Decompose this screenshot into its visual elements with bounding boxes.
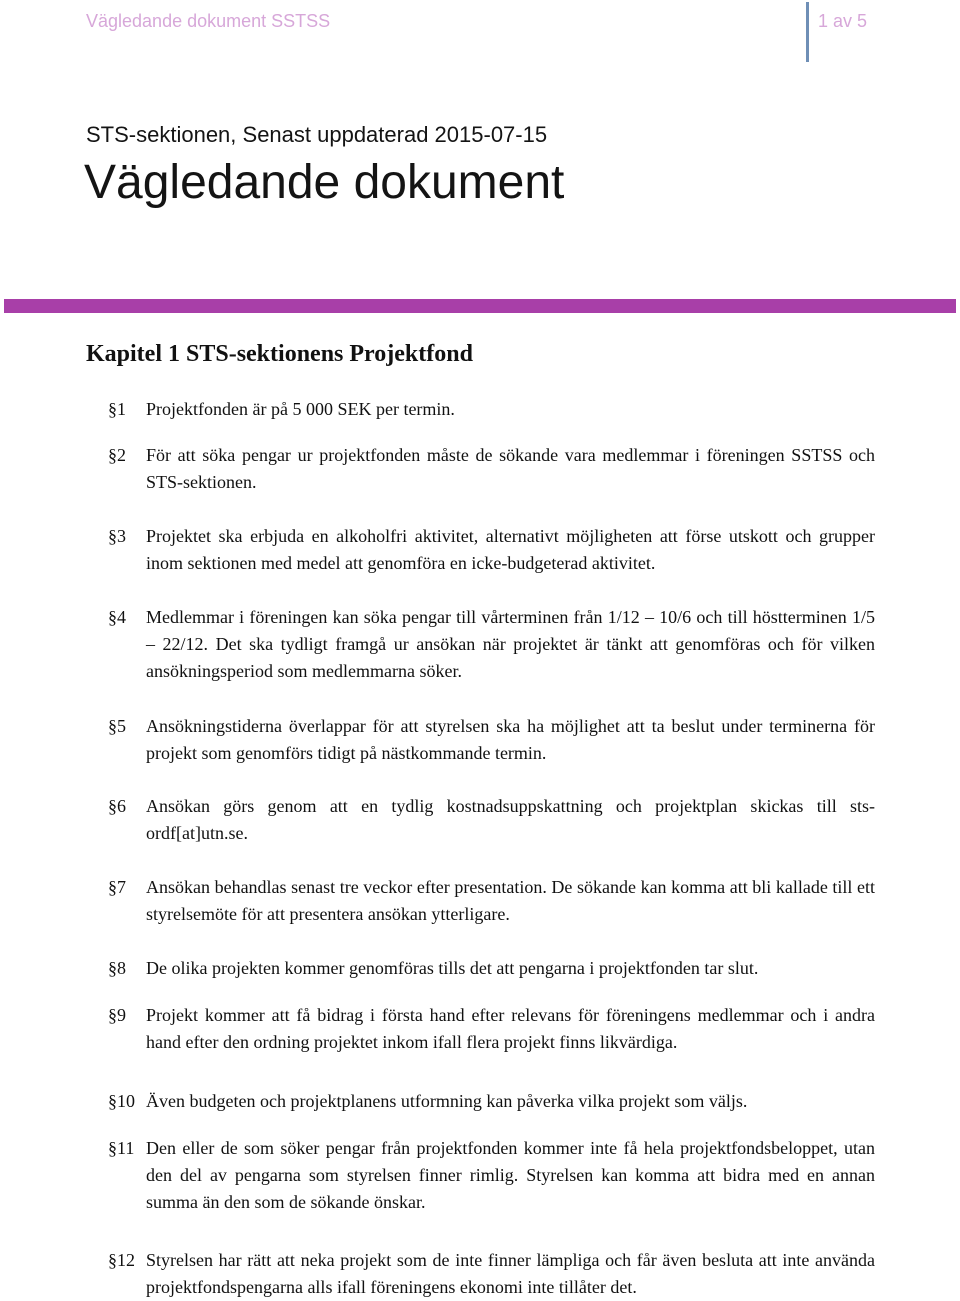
header-divider bbox=[806, 2, 809, 62]
section-number: §5 bbox=[108, 716, 126, 736]
section-10 bbox=[108, 1088, 875, 1115]
section-number: §7 bbox=[108, 877, 126, 897]
section-text: Ansökningstiderna överlappar för att styrelsen ska ha möjlighet att ta beslut under terminerna för projekt som genomförs tidigt på nästkommande termin. bbox=[146, 716, 875, 763]
section-5 bbox=[108, 713, 875, 767]
section-number: §1 bbox=[108, 399, 126, 419]
section-number: §3 bbox=[108, 526, 126, 546]
section-number: §6 bbox=[108, 796, 126, 816]
section-1 bbox=[108, 396, 875, 423]
section-text: För att söka pengar ur projektfonden måste de sökande vara medlemmar i föreningen SSTSS och STS-sektionen. bbox=[146, 445, 875, 492]
section-text: De olika projekten kommer genomföras tills det att pengarna i projektfonden tar slut. bbox=[146, 958, 759, 978]
section-3 bbox=[108, 523, 875, 577]
section-text: Projektet ska erbjuda en alkoholfri aktivitet, alternativt möjligheten att förse utskott och grupper inom sektionen med medel att genomföra en icke-budgeterad aktivitet. bbox=[146, 526, 875, 573]
section-11 bbox=[108, 1135, 875, 1216]
section-text: Ansökan behandlas senast tre veckor efter presentation. De sökande kan komma att bli kallade till ett styrelsemöte för att presentera ansökan ytterligare. bbox=[146, 877, 875, 924]
section-6 bbox=[108, 793, 875, 847]
section-8 bbox=[108, 955, 875, 982]
section-text: Medlemmar i föreningen kan söka pengar till vårterminen från 1/12 – 10/6 och till höstterminen 1/5 – 22/12. Det ska tydligt framgå ur ansökan när projektet är tänkt att genomföras och för vilken ansökningsperiod som medlemmarna söker. bbox=[146, 607, 875, 681]
section-number: §4 bbox=[108, 607, 126, 627]
section-text: Projekt kommer att få bidrag i första hand efter relevans för föreningens medlemmar och i andra hand efter den ordning projektet inkom ifall flera projekt finns likvärdiga. bbox=[146, 1005, 875, 1052]
section-number: §9 bbox=[108, 1005, 126, 1025]
section-number: §12 bbox=[108, 1250, 135, 1270]
section-text: Projektfonden är på 5 000 SEK per termin. bbox=[146, 399, 455, 419]
section-text: Även budgeten och projektplanens utformning kan påverka vilka projekt som väljs. bbox=[146, 1091, 748, 1111]
section-text: Styrelsen har rätt att neka projekt som de inte finner lämpliga och får även besluta att inte använda projektfondspengarna alls ifall föreningens ekonomi inte tillåter det. bbox=[146, 1250, 875, 1297]
chapter-heading: Kapitel 1 STS-sektionens Projektfond bbox=[86, 341, 473, 367]
section-number: §10 bbox=[108, 1091, 135, 1111]
header-page-indicator: 1 av 5 bbox=[818, 11, 868, 31]
header-document-name: Vägledande dokument SSTSS bbox=[86, 11, 331, 31]
section-7 bbox=[108, 874, 875, 928]
section-text: Den eller de som söker pengar från projektfonden kommer inte få hela projektfondsbeloppet, utan den del av pengarna som styrelsen finner rimlig. Styrelsen kan komma att bidra med en annan summa än den som de sökande önskar. bbox=[146, 1138, 875, 1212]
document-title: Vägledande dokument bbox=[84, 156, 565, 209]
section-2 bbox=[108, 442, 875, 496]
accent-rule-bar bbox=[4, 299, 956, 313]
section-number: §2 bbox=[108, 445, 126, 465]
section-4 bbox=[108, 604, 875, 685]
document-subtitle: STS-sektionen, Senast uppdaterad 2015-07-15 bbox=[86, 122, 548, 147]
section-9 bbox=[108, 1002, 875, 1056]
section-number: §11 bbox=[108, 1138, 135, 1158]
section-12 bbox=[108, 1247, 875, 1301]
section-text: Ansökan görs genom att en tydlig kostnadsuppskattning och projektplan skickas till sts-ordf[at]utn.se. bbox=[146, 796, 875, 843]
section-number: §8 bbox=[108, 958, 126, 978]
